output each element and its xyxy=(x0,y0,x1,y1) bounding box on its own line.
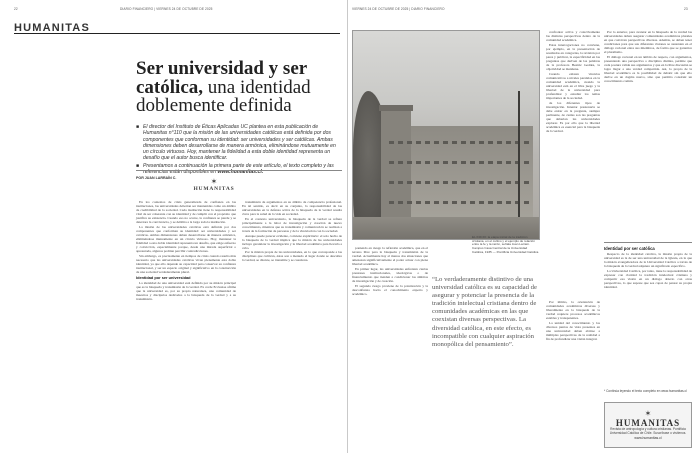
body-column xyxy=(604,252,692,289)
logo-text: HUMANITAS xyxy=(193,186,235,192)
pull-quote: “Lo verdaderamente distintivo de una universidad católica es su capacidad de asegurar y potenciar la presencia de la tradición intelectual cristiana dentro de comunidades académicas en las que coexistan diversas perspectivas. La diversidad católica, en este efecto, es incompatible con cualquier aspiración monopólica del pensamiento”. xyxy=(432,276,537,348)
paragraph: Estas interrogaciones no conviene, por ejemplo, en la presentación de resultados en categorías, la revisión por pares y publicar, la especificidad en las preguntas que deriven de las palabras de la profesora Beatriz Geddes, la objetividad se mantiene. xyxy=(546,42,600,72)
page-number-right: 23 xyxy=(684,7,688,11)
paragraph: Respecto de la identidad católica, la misión propia de la universidad es la de ser una universidad de la Iglesia, en la que la misión evangelizadora de la Universidad Católica a través de la búsqueda de la verdad adquiere un significado específico. xyxy=(604,252,692,269)
body-columns-left xyxy=(136,200,342,302)
lead-item xyxy=(136,124,342,162)
window-row xyxy=(389,141,529,144)
divider xyxy=(604,242,692,243)
paragraph: Por la misión propia de las universidades, en lo que corresponde a las disciplinas que cultivan, éstas son a menudo el lugar donde se descubre la verdad, se discute, se transmite y se cuestiona. xyxy=(242,250,342,263)
window-row xyxy=(389,181,529,184)
subheading-catholic: Identidad por ser católica xyxy=(604,246,655,251)
photo-caption: EL INICIO: la etapa inicial de la tradición cristiana, en el cultivo y el ejemplo de relación entre la fe y la razón, señala Juan Larraín. Campus Casa Central de la Universidad Católica, 1935 — Pontificia Universidad Católica xyxy=(472,235,539,254)
ad-url[interactable]: www.humanitas.cl xyxy=(634,436,662,441)
runhead-left: DIARIO FINANCIERO | VIERNES 24 DE OCTUBRE DE 2025 xyxy=(120,7,213,11)
byline: POR JUAN LARRAÍN C. xyxy=(136,176,177,180)
ad-name: HUMANITAS xyxy=(615,417,681,428)
window-row xyxy=(389,161,529,164)
building-roof xyxy=(379,105,413,111)
campus-photo xyxy=(352,30,540,240)
paragraph: poniendo en riesgo la reflexión académica, que en el terreno libre para la búsqueda y transmisión de la verdad. Actualmente hay al menos dos situaciones que amenazan significativamente el poder actuar con plena libertad académica. xyxy=(352,246,428,267)
body-column xyxy=(546,30,600,134)
square-bullet-icon: ■ xyxy=(136,124,140,130)
paragraph: La misión de las universidades católicas está definida por dos componentes que conforman su identidad: ser universidades y ser católicas. Ambas dimensiones deben desarrollarse de manera armónica, eliminándose mutuamente en un círculo virtuoso. Hoy, mantener la fidelidad a esta doble identidad representa un desafío, que exige esfuerzo y convicción, especialmente porque, desde una mirada superficial o apresurada, algunos podrían percibir contradicciones. xyxy=(136,224,236,254)
paragraph: El segundo riesgo proviene de la polarización y la desconfianza hacia el conocimiento experto y académico. xyxy=(352,283,428,296)
body-column xyxy=(136,200,236,302)
paragraph: En los contextos de crisis generalizada de confianza en las instituciones, las universidades deberían ser mantenidas como un ámbito de credibilidad de la sociedad. Cada institución tiene la responsabilidad vital de ser coherente con su identidad y de cumplir con el propósito que justifica su existencia. Cuando eso no ocurre, la confianza se pierde y se deteriora la convivencia, y se debilita a la larga toda la institución. xyxy=(136,200,236,225)
body-columns-right-3 xyxy=(546,300,600,342)
headline-regular: una identidad doblemente definida xyxy=(136,76,311,116)
lead-summary xyxy=(136,124,342,176)
paragraph: La unidad del conocimiento y los diversos puntos de vista presentes en una universidad deben abrirse a múltiples perspectivas de la realidad a fin de profundizar una visión integral. xyxy=(546,320,600,342)
subheading: Identidad por ser universidad xyxy=(136,275,191,281)
paragraph: Por último, la orientación de comunidades académicas diversas y liberalmente en la búsqueda de la verdad requiere procesos académicos estables y transparentes. xyxy=(546,300,600,321)
paragraph: En el contexto universitario, la búsqueda de la verdad se refiere principalmente a la labor de investigación y creación de nuevo conocimiento, mientras que su transmisión y comunicación se realizan a través de la formación de personas y de la vinculación con la sociedad. xyxy=(242,216,342,233)
lead-text: El director del Instituto de Éticas Aplicadas UC plantea en esta publicación de Humanitas n°110 que la misión de las universidades católicas está definida por dos componentes que conforman su identidad: ser universidades y ser católicas. Ambas dimensiones deben desarrollarse de manera armónica, eliminándose mutuamente en un círculo virtuoso. Hoy, mantener la fidelidad a esta doble identidad representa un desafío que el autor busca identificar. xyxy=(143,124,336,162)
headline-bold: Ser universidad y ser católica, xyxy=(136,58,307,98)
paragraph: Cuando existen vínculos comunicativos a niveles paralelos en la comunidad académica, cuando la universidad está en el libre juego y la libertad de la universidad para profundizar y estudiar los temas importantes de la sociedad. xyxy=(546,71,600,100)
continue-reading-note: * Continúa leyendo el texto completo en www.humanitas.cl xyxy=(604,389,687,393)
body-columns-right-1 xyxy=(352,246,428,296)
paragraph: El diálogo racional en un ámbito de respeto, con argumentos, presentando una perspectiva o disciplina distinta, permite que cada postura valide sus argumentos y que en la libre discusión se logre llegar a una verdad compartida. Así, lo propio de la libertad académica es la posibilidad de debatir sin que ello derive en un dogma nuevo, sino que permita construir un conocimiento común. xyxy=(604,54,692,84)
window-row xyxy=(389,201,529,204)
body-column xyxy=(546,300,600,342)
ad-tagline: Revista de antropología y cultura cristianas. Pontificia Universidad Católica de Chile. Suscríbase o visítenos. xyxy=(609,426,687,435)
body-column xyxy=(604,30,692,83)
body-column xyxy=(352,246,428,296)
body-columns-right-2 xyxy=(546,30,600,134)
section-name: HUMANITAS xyxy=(14,22,90,34)
left-page xyxy=(0,0,348,453)
body-column-far-right-2 xyxy=(604,252,692,290)
paragraph: La identidad de una universidad está definida por su misión principal que es la búsqueda y transmisión de la verdad. Ex corde Ecclesiae afirma que la universidad es, por su propia naturaleza, una comunidad de maestros y discípulos dedicados a la búsqueda de la verdad y a su transmisión. xyxy=(136,281,236,302)
lead-text-2: Presentamos a continuación la primera parte de este artículo, el texto completo y las referencias están disponibles en xyxy=(143,162,334,176)
lead-url[interactable]: www.humanitas.cl. xyxy=(217,169,264,176)
runhead-right: VIERNES 24 DE OCTUBRE DE 2025 | DIARIO FINANCIERO xyxy=(352,7,445,11)
divider xyxy=(136,170,342,171)
paragraph: En primer lugar, las universidades enfrentan ciertas presiones institucionales, ideológicas o de financiamiento que tienden a condicionar los ámbitos de investigación y de creación. xyxy=(352,266,428,283)
humanitas-ad[interactable] xyxy=(604,402,692,448)
paragraph: Aunque puede parecer evidente, conviene explicitarlo: el solo hecho de la búsqueda de la verdad implica que la misión de las universidades incluye garantizar la investigación y la libertad académica para llevarla a cabo. xyxy=(242,233,342,250)
star-emblem-icon: ✶ xyxy=(210,177,218,186)
page-number-left: 22 xyxy=(14,7,18,11)
paragraph: La Universidad Católica, por tanto, tiene la responsabilidad de expresar con claridad la tradición intelectual cristiana y compartir esa visión en un diálogo abierto con otras perspectivas, lo que supone que sea capaz de pensar su propia identidad. xyxy=(604,268,692,289)
square-bullet-icon: ■ xyxy=(136,162,140,169)
headline xyxy=(136,60,342,116)
star-emblem-icon: ✶ xyxy=(644,408,652,418)
paragraph: de los diferentes tipos de investigación. Intentar presionarla se debe entrar en la pregunta, siempre pertinente, de cuáles son las preguntas que deberían las universidades explorar. Es por ello que la libertad académica es esencial para la búsqueda de la verdad. xyxy=(546,100,600,133)
section-header xyxy=(14,18,340,34)
paragraph: transmisión de argumentos en su ámbito de competencia profesional. En tal sentido, es decir en su conjunto, la responsabilidad de las universidades en la defensa activa de la búsqueda de la verdad resulta clave para la salud de la vida en sociedad. xyxy=(242,200,342,217)
paragraph: Sin embargo, es precisamente en tiempos de crisis cuando resulta más necesario que las universidades católicas vivan plenamente esta doble identidad, ya que ello depende su capacidad para conservar su confianza institucional, y ser un espacio original y significativo en la construcción de una sociedad verdaderamente plural. xyxy=(136,253,236,274)
paragraph: Por lo anterior, para avanzar en la búsqueda de la verdad las universidades deben asegurar comunidades académicas plurales en que convivan perspectivas diversas. Además, se deben tener condiciones para que sus diferentes visiones se sustenten en el diálogo racional entre sus miembros, de forma que se garantice el pluralismo. xyxy=(604,30,692,55)
body-column-far-right xyxy=(604,30,692,84)
building-tower xyxy=(381,109,411,229)
body-column xyxy=(242,200,342,302)
humanitas-logo xyxy=(192,176,236,194)
paragraph: confrontar activa y colectivamente las distintas perspectivas dentro de la comunidad académica. xyxy=(546,30,600,43)
